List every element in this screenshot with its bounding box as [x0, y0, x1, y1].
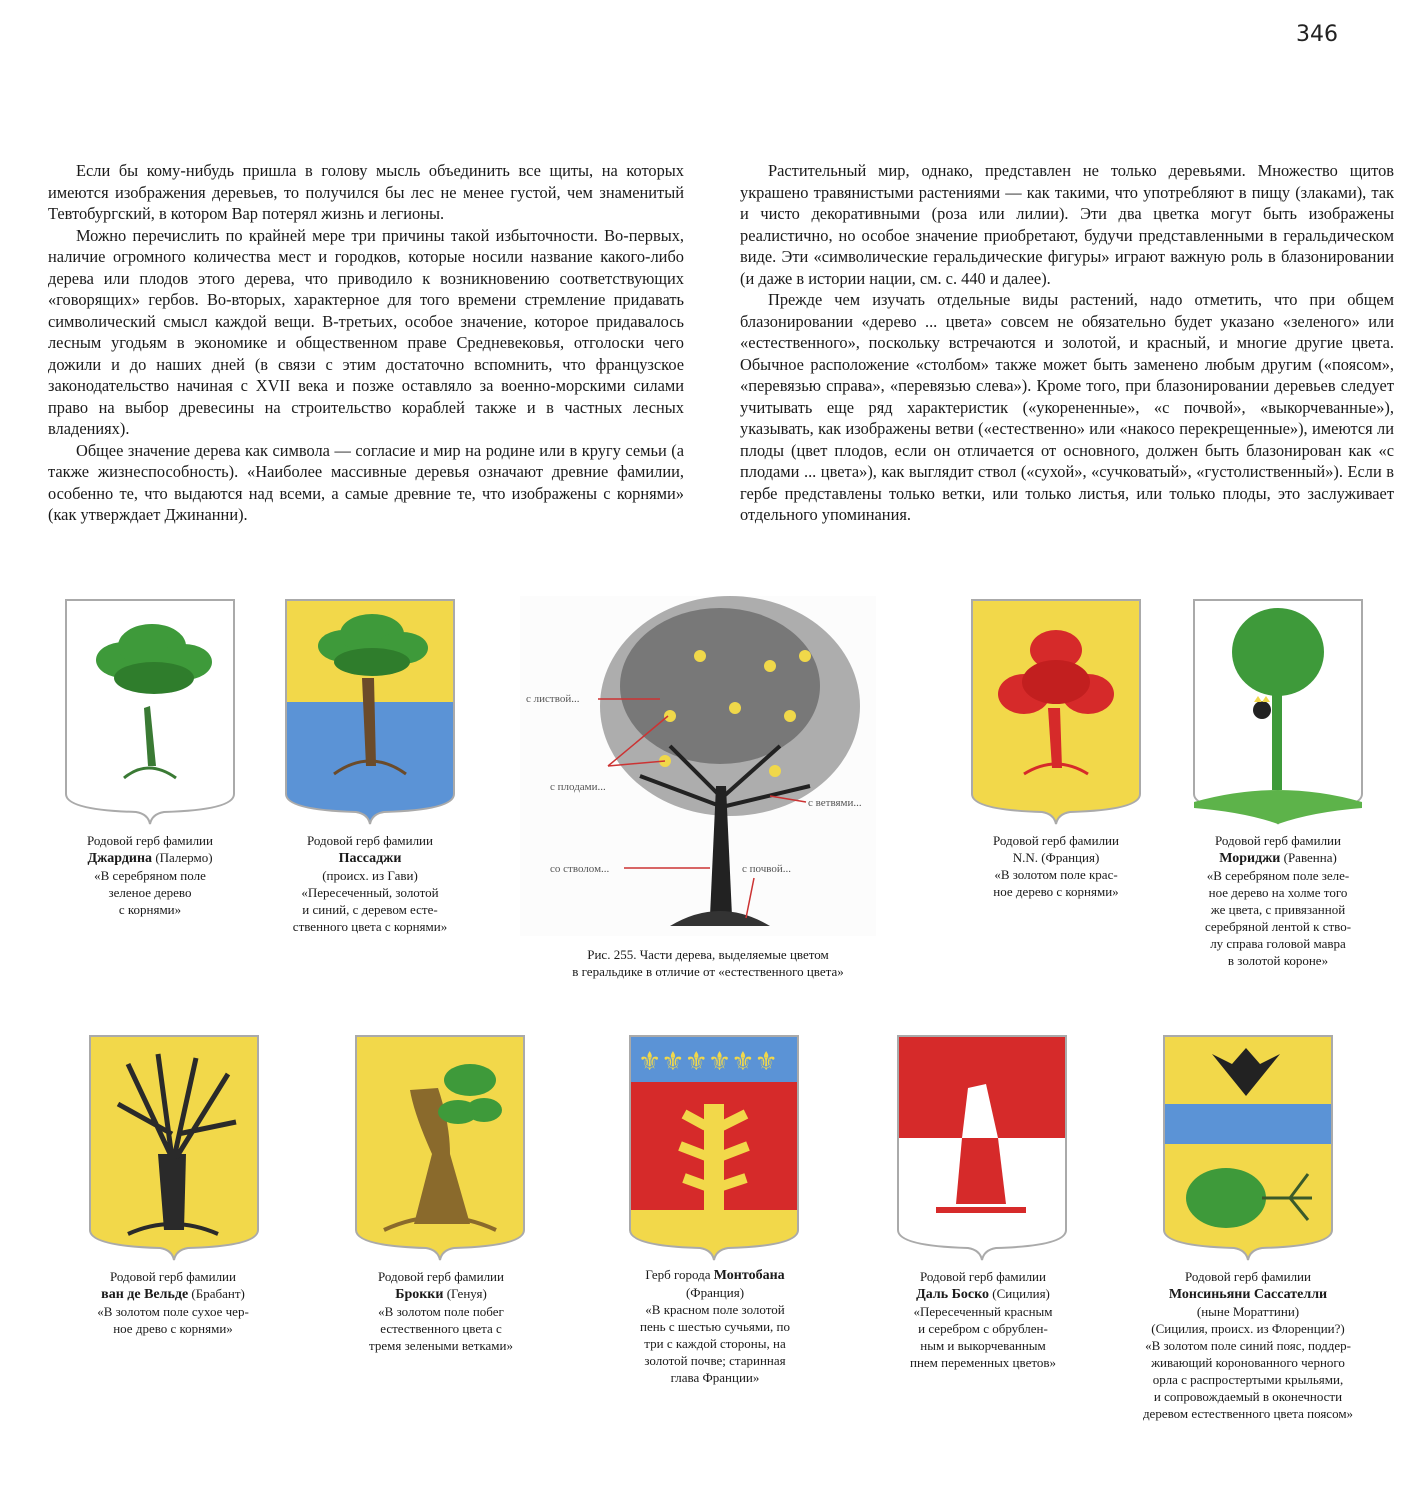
caption-line: «В золотом поле крас-: [994, 867, 1118, 882]
caption-title-line: [1168, 849, 1388, 867]
caption-title-line: [870, 1285, 1096, 1303]
place-name: (Равенна): [1283, 850, 1337, 865]
paragraph: Если бы кому-нибудь пришла в голову мысль объединить все щиты, на которых имеются изображения деревьев, то получился бы лес не менее густой, чем знаменитый Тевтобургский, в котором Вар потерял жизнь и легионы.: [48, 161, 684, 223]
caption-line: «Пересеченный, золотой: [301, 885, 439, 900]
caption-vandevelde: [60, 1268, 286, 1337]
shield-moriggi: [1192, 598, 1364, 826]
caption-line: ное дерево с корнями»: [993, 884, 1119, 899]
paragraph: Общее значение дерева как символа — согласие и мир на родине или в кругу семьи (а также жизнеспособность). «Наиболее массивные деревья означают древние фамилии, особенно те, что выдаются над всеми, а самые древние те, что изображены с корнями» (как утверждает Джинанни).: [48, 440, 684, 524]
caption-brocchi: [328, 1268, 554, 1354]
paragraph: Прежде чем изучать отдельные виды растений, надо отметить, что при общем блазонировании «дерево ... цвета» совсем не обязательно будет указано «зеленого» или «естественного», поскольку встречаются и золотой, и красный, и многие другие цвета. Обычное расположение «столбом» также может быть заменено любым другим («поясом», «перевязью справа», «перевязью слева»). Кроме того, при блазонировании деревьев следует учитывать еще ряд характеристик («укорененные», «с почвой», «выкорчеванные»), указывать, как изображены ветви («естественно» или «накосо перекрещенные»), имеются ли плоды (цвет плодов, если он отличается от основного, должен быть блазонирован как «с плодами ... цвета»), как выглядит ствол («сухой», «сучковатый», «густолиственный»). Если в гербе представлены только ветки, или только листья, или только плоды, это заслуживает отдельного упоминания.: [740, 290, 1394, 524]
caption-line: Рис. 255. Части дерева, выделяемые цветом: [587, 947, 829, 962]
caption-passaggi: [260, 832, 480, 935]
text-column-right: [740, 160, 1394, 526]
caption-line: тремя зелеными ветками»: [369, 1338, 513, 1353]
caption-line: Родовой герб фамилии: [920, 1269, 1046, 1284]
caption-line: три с каждой стороны, на: [644, 1336, 786, 1351]
family-name: Даль Боско: [916, 1287, 989, 1302]
family-name: ван де Вельде: [101, 1287, 189, 1302]
caption-line: «В серебряном поле зеле-: [1206, 868, 1350, 883]
caption-line: орла с распростертыми крыльями,: [1152, 1372, 1344, 1387]
family-name: Мориджи: [1219, 851, 1281, 866]
caption-line: (происх. из Гави): [322, 868, 418, 883]
family-name: Брокки: [395, 1287, 444, 1302]
caption-line: и синий, с деревом есте-: [302, 902, 438, 917]
figure-caption: [520, 946, 896, 980]
caption-line: ным и выкорчеванным: [920, 1338, 1046, 1353]
caption-line: живающий коронованного черного: [1151, 1355, 1345, 1370]
place-name: (Сицилия): [992, 1286, 1050, 1301]
caption-monsignani: [1108, 1268, 1388, 1422]
family-name: Пассаджи: [338, 851, 402, 866]
label-trunk: со стволом...: [550, 863, 610, 875]
city-name: Монтобана: [713, 1268, 785, 1283]
caption-line: (Франция): [685, 1285, 745, 1300]
caption-title-line: [60, 1285, 286, 1303]
paragraph: Растительный мир, однако, представлен не только деревьями. Множество щитов украшено травянистыми растениями — как такими, что употребляют в пищу (злаками), так и чисто декоративными (роза или лилии). Эти два цветка могут быть изображены реалистично, но особое значение приобретают, будучи представленными в геральдическом виде. Эти «символические геральдические фигуры» играют важную роль в блазонировании (и даже в истории нации, см. с. 440 и далее).: [740, 161, 1394, 288]
caption-prefix: Герб города: [645, 1267, 711, 1282]
caption-line: пень с шестью сучьями, по: [639, 1319, 790, 1334]
label-fruit: с плодами...: [550, 781, 606, 793]
caption-line: естественного цвета с: [380, 1321, 502, 1336]
place-name: (Брабант): [191, 1286, 245, 1301]
label-soil: с почвой...: [742, 863, 792, 875]
caption-line: «Пересеченный красным: [913, 1304, 1053, 1319]
caption-dalbosco: [870, 1268, 1096, 1371]
shield-monsignani: [1162, 1034, 1334, 1262]
svg-text:⚜⚜⚜⚜⚜⚜: ⚜⚜⚜⚜⚜⚜: [638, 1047, 778, 1077]
caption-line: ное дерево на холме того: [1208, 885, 1348, 900]
caption-line: лу справа головой мавра: [1210, 936, 1346, 951]
caption-line: ное древо с корнями»: [113, 1321, 233, 1336]
paragraph: Можно перечислить по крайней мере три причины такой избыточности. Во-первых, наличие огромного количества мест и городков, которые носили название какого-либо дерева или плодов этого дерева, что приводило к возникновению соответствующих «говорящих» гербов. Во-вторых, характерное для того времени стремление придавать символический смысл каждой вещи. В-третьих, особое значение, которое придавалось лесным угодьям в экономике и общественном праве Средневековья, отголоски чего дожили и до наших дней (в связи с этим достаточно вспомнить, что французское законодательство начиная с XVII века и позже оставляло за военно-морскими силами право на выбор древесины на строительство кораблей также и в частных лесных владениях).: [48, 225, 684, 438]
caption-line: и сопровождаемый в оконечности: [1153, 1389, 1343, 1404]
caption-line: «В золотом поле побег: [378, 1304, 504, 1319]
caption-line: Родовой герб фамилии: [1185, 1269, 1311, 1284]
shield-passaggi: [284, 598, 456, 826]
caption-line: пнем переменных цветов»: [910, 1355, 1056, 1370]
caption-line: серебряной лентой к ство-: [1204, 919, 1352, 934]
caption-nn: [946, 832, 1166, 900]
place-name: (Палермо): [155, 850, 213, 865]
shield-dalbosco: [896, 1034, 1068, 1262]
shield-brocchi: [354, 1034, 526, 1262]
caption-line: Родовой герб фамилии: [993, 833, 1119, 848]
caption-line: в геральдике в отличие от «естественного цвета»: [572, 964, 844, 979]
caption-line: Родовой герб фамилии: [307, 833, 433, 848]
caption-line: «В серебряном поле: [94, 868, 206, 883]
shield-montauban: [628, 1034, 800, 1262]
shield-giardina: [64, 598, 236, 826]
caption-giardina: [40, 832, 260, 918]
caption-line: зеленое дерево: [108, 885, 192, 900]
caption-title-line: [328, 1285, 554, 1303]
shield-vandevelde: [88, 1034, 260, 1262]
caption-line: же цвета, с привязанной: [1210, 902, 1346, 917]
text-column-left: [48, 160, 684, 526]
caption-line: золотой почве; старинная: [644, 1353, 786, 1368]
caption-line: Родовой герб фамилии: [87, 833, 213, 848]
tree-parts-illustration: [520, 596, 876, 936]
caption-line: «В красном поле золотой: [645, 1302, 785, 1317]
caption-line: ственного цвета с корнями»: [292, 919, 448, 934]
caption-title-line: [602, 1266, 828, 1284]
label-foliage: с листвой...: [526, 693, 580, 705]
caption-line: «В золотом поле синий пояс, поддер-: [1145, 1338, 1351, 1353]
family-name: Джардина: [87, 851, 153, 866]
caption-line: и серебром с обрублен-: [918, 1321, 1048, 1336]
caption-line: «В золотом поле сухое чер-: [97, 1304, 249, 1319]
caption-montauban: [602, 1266, 828, 1386]
caption-line: (ныне Мораттини): [1196, 1304, 1300, 1319]
family-name: Монсиньяни Сассателли: [1168, 1287, 1328, 1302]
caption-line: с корнями»: [118, 902, 182, 917]
caption-moriggi: [1168, 832, 1388, 969]
shield-nn-france: [970, 598, 1142, 826]
caption-line: Родовой герб фамилии: [110, 1269, 236, 1284]
caption-line: в золотой короне»: [1227, 953, 1329, 968]
caption-line: (Сицилия, происх. из Флоренции?): [1151, 1321, 1345, 1336]
caption-line: деревом естественного цвета поясом»: [1142, 1406, 1354, 1421]
caption-line: глава Франции»: [670, 1370, 760, 1385]
caption-line: Родовой герб фамилии: [378, 1269, 504, 1284]
caption-title-line: [1108, 1285, 1388, 1303]
caption-title-line: [260, 849, 480, 867]
caption-line: Родовой герб фамилии: [1215, 833, 1341, 848]
caption-title-line: [40, 849, 260, 867]
place-name: (Генуя): [446, 1286, 487, 1301]
label-branches: с ветвями...: [808, 797, 862, 809]
caption-line: N.N. (Франция): [1012, 850, 1100, 865]
page-number: 346: [1296, 22, 1338, 47]
